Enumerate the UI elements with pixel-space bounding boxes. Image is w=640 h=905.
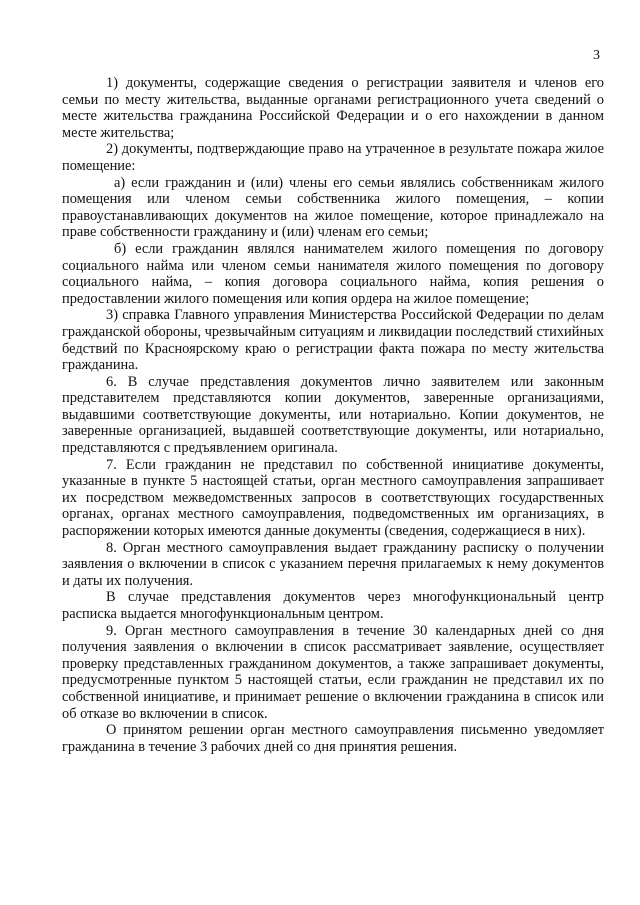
paragraph-item-8: 8. Орган местного самоуправления выдает гражданину расписку о получении заявления о включении в список с указанием перечня прилагаемых к нему документов и даты их получения. <box>62 539 604 589</box>
paragraph-item-9: 9. Орган местного самоуправления в течение 30 календарных дней со дня получения заявления о включении в список рассматривает заявление, осуществляет проверку представленных гражданином документов, а также запрашивает документы, предусмотренные пунктом 5 настоящей статьи, если гражданин не представил их по собственной инициативе, и принимает решение о включении гражданина в список или об отказе во включении в список. <box>62 622 604 722</box>
paragraph-ownership-docs: 2) документы, подтверждающие право на утраченное в результате пожара жилое помещение: <box>62 141 604 174</box>
paragraph-item-7: 7. Если гражданин не представил по собственной инициативе документы, указанные в пункте 5 настоящей статьи, орган местного самоуправления запрашивает их посредством межведомственных запросов в соответствующих государственных органах, органах местного самоуправления, подведомственных им организациях, в распоряжении которых имеются данные документы (сведения, содержащиеся в них). <box>62 456 604 540</box>
paragraph-fire-certificate: 3) справка Главного управления Министерства Российской Федерации по делам гражданской обороны, чрезвычайным ситуациям и ликвидации последствий стихийных бедствий по Красноярскому краю о регистрации факта пожара по месту жительства гражданина. <box>62 307 604 374</box>
paragraph-notification: О принятом решении орган местного самоуправления письменно уведомляет гражданина в течение 3 рабочих дней со дня принятия решения. <box>62 722 604 755</box>
page-number: 3 <box>593 48 600 63</box>
paragraph-subitem-b: б) если гражданин являлся нанимателем жилого помещения по договору социального найма или членом семьи нанимателя жилого помещения по договору социального найма, – копия договора социального найма, копия решения о предоставлении жилого помещения или копия ордера на жилое помещение; <box>62 240 604 307</box>
paragraph-item-6: 6. В случае представления документов лично заявителем или законным представителем представляются копии документов, заверенные организациями, выдавшими соответствующие документы, или нотариально. Копии документов, не заверенные организацией, выдавшей соответствующие документы, или нотариально, представляются с предъявлением оригинала. <box>62 373 604 457</box>
paragraph-subitem-a: а) если гражданин и (или) члены его семьи являлись собственникам жилого помещения или членом семьи собственника жилого помещения, – копии правоустанавливающих документов на жилое помещение, которое принадлежало на праве собственности гражданину и (или) членам его семьи; <box>62 174 604 241</box>
paragraph-mfc-receipt: В случае представления документов через многофункциональный центр расписка выдается многофункциональным центром. <box>62 589 604 622</box>
paragraph-residence-docs: 1) документы, содержащие сведения о регистрации заявителя и членов его семьи по месту жительства, выданные органами регистрационного учета сведений о месте жительства гражданина Российской Федерации и о его нахождении в данном месте жительства; <box>62 75 604 141</box>
